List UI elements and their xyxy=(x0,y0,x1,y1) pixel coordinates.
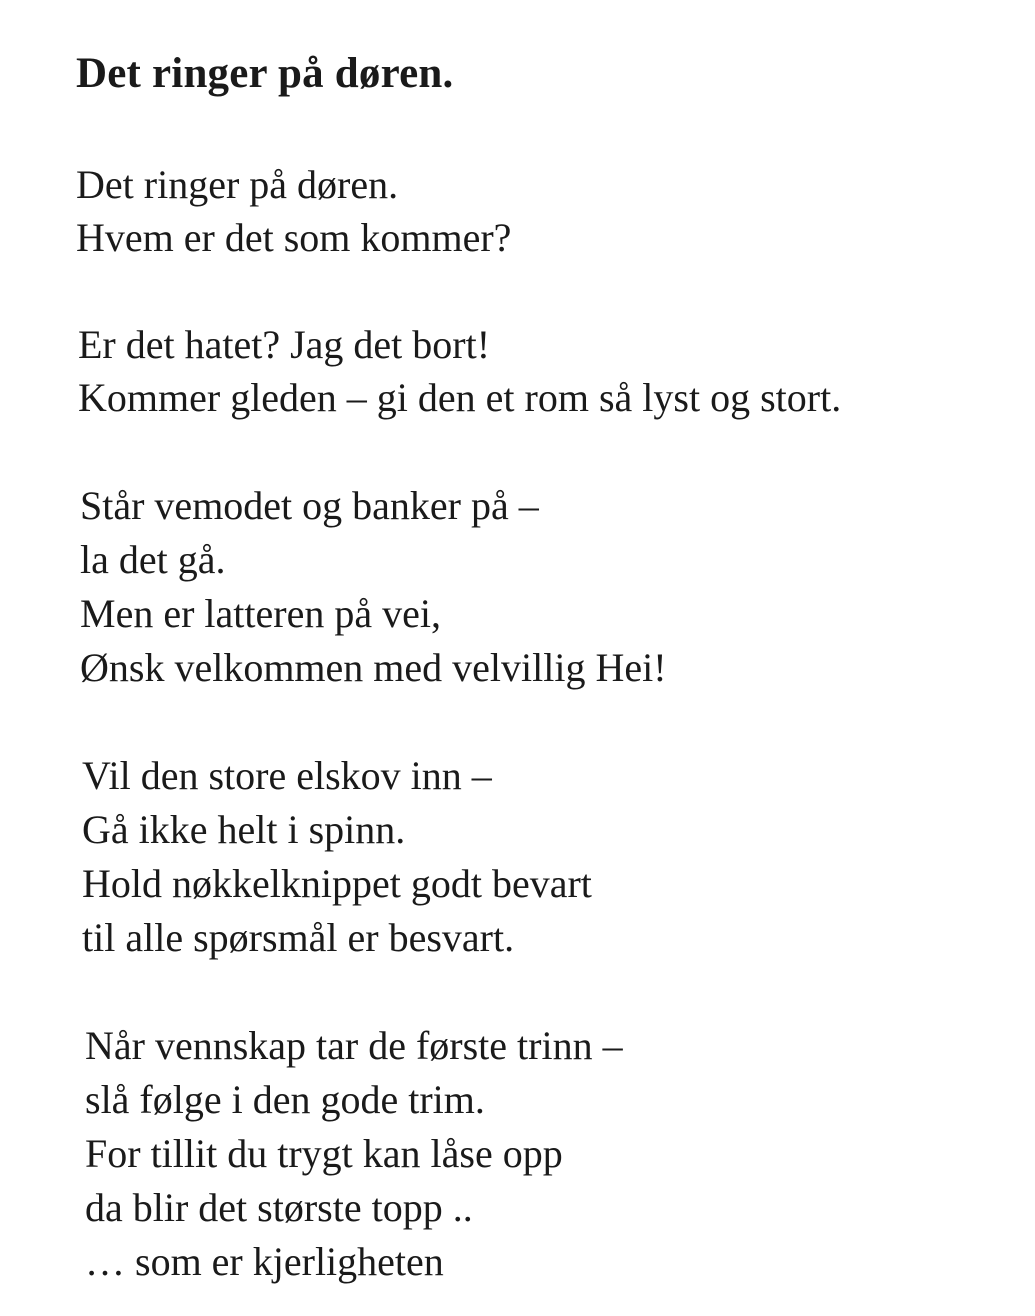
poem-line: Hvem er det som kommer? xyxy=(76,215,512,260)
poem-line: … som er kjerligheten xyxy=(85,1239,444,1284)
poem-title: Det ringer på døren. xyxy=(76,50,454,97)
poem-line: Kommer gleden – gi den et rom så lyst og stort. xyxy=(78,375,842,420)
poem-line: la det gå. xyxy=(80,537,226,582)
poem-line: til alle spørsmål er besvart. xyxy=(82,915,515,960)
poem-line: Når vennskap tar de første trinn – xyxy=(85,1023,623,1068)
poem-line: Står vemodet og banker på – xyxy=(80,483,539,528)
poem-line: Er det hatet? Jag det bort! xyxy=(78,322,491,367)
poem-line: Ønsk velkommen med velvillig Hei! xyxy=(80,645,667,690)
poem-line: da blir det største topp .. xyxy=(85,1185,473,1230)
poem-line: For tillit du trygt kan låse opp xyxy=(85,1131,563,1176)
poem-line: Det ringer på døren. xyxy=(76,162,399,207)
poem-line: Vil den store elskov inn – xyxy=(82,753,492,798)
poem-line: Men er latteren på vei, xyxy=(80,591,441,636)
poem-line: Hold nøkkelknippet godt bevart xyxy=(82,861,592,906)
poem-line: Gå ikke helt i spinn. xyxy=(82,807,406,852)
poem-line: slå følge i den gode trim. xyxy=(85,1077,485,1122)
